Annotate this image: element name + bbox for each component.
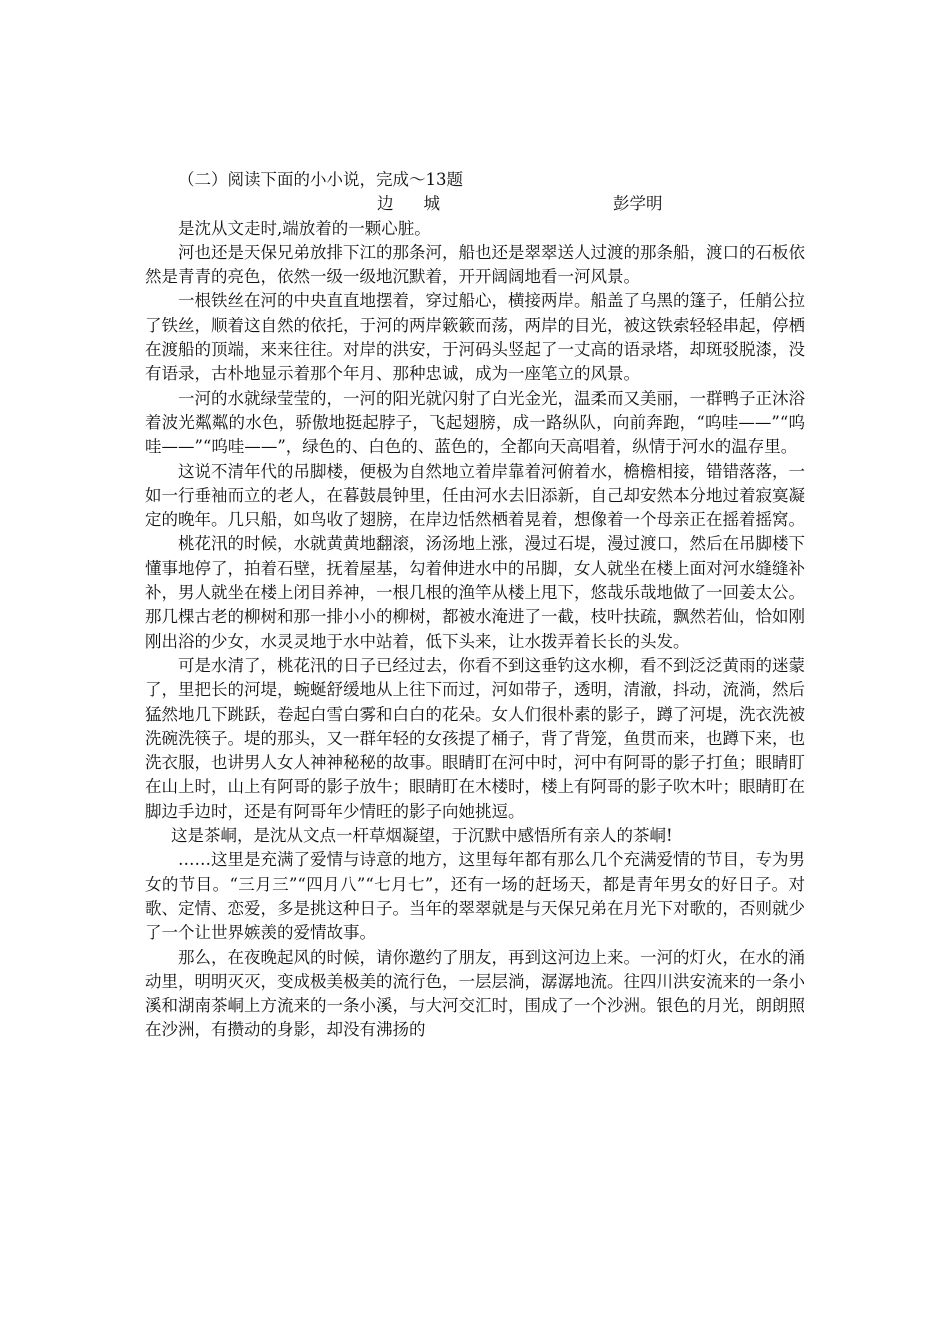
story-author: 彭学明	[613, 194, 663, 214]
paragraph-1: 是沈从文走时,端放着的一颗心脏。	[178, 218, 431, 238]
story-title: 边城	[377, 194, 470, 214]
paragraph-2: 河也还是天保兄弟放排下江的那条河，船也还是翠翠送人过渡的那条船，渡口的石板依然是青青的亮色，依然一级一级地沉默着，开开阔阔地看一河风景。	[145, 242, 805, 287]
title-line	[145, 192, 805, 216]
paragraph-8: 这是茶峒，是沈从文点一杆草烟凝望，于沉默中感悟所有亲人的茶峒!	[171, 826, 673, 846]
paragraph-7: 可是水清了，桃花汛的日子已经过去，你看不到这垂钓这水柳，看不到泛泛黄雨的迷蒙了，里把长的河堤，蜿蜒舒缓地从上往下而过，河如带子，透明，清澈，抖动，流淌，然后猛然地几下跳跃，卷起白雪白雾和白白的花朵。女人们很朴素的影子，蹲了河堤，洗衣洗被洗碗洗筷子。堤的那头，又一群年轻的女孩提了桶子，背了背笼，鱼贯而来，也蹲下来，也洗衣服，也讲男人女人神神秘秘的故事。眼睛盯在河中时，河中有阿哥的影子打鱼；眼睛盯在山上时，山上有阿哥的影子放牛；眼睛盯在木楼时，楼上有阿哥的影子吹木叶；眼睛盯在脚边手边时，还是有阿哥年少情旺的影子向她挑逗。	[145, 655, 805, 821]
paragraph-6: 桃花汛的时候，水就黄黄地翻滚，汤汤地上涨，漫过石堤，漫过渡口，然后在吊脚楼下懂事地停了，拍着石壁，抚着屋基，勾着伸进水中的吊脚，女人就坐在楼上面对河水缝缝补补，男人就坐在楼上闭目养神，一根几根的渔竿从楼上甩下，悠哉乐哉地做了一回姜太公。那几棵古老的柳树和那一排小小的柳树，都被水淹进了一截，枝叶扶疏，飘然若仙，恰如刚刚出浴的少女，水灵灵地于水中站着，低下头来，让水拨弄着长长的头发。	[145, 534, 805, 651]
paragraph-5: 这说不清年代的吊脚楼，便极为自然地立着岸靠着河俯着水，檐檐相接，错错落落，一如一行垂袖而立的老人，在暮鼓晨钟里，任由河水去旧添新，自己却安然本分地过着寂寞凝定的晚年。几只船，如鸟收了翅膀，在岸边恬然栖着晃着，想像着一个母亲正在摇着摇窝。	[145, 461, 805, 530]
paragraph-9: ……这里是充满了爱情与诗意的地方，这里每年都有那么几个充满爱情的节目，专为男女的节目。“三月三”“四月八”“七月七”，还有一场的赶场天，都是青年男女的好日子。对歌、定情、恋爱，多是挑这种日子。当年的翠翠就是与天保兄弟在月光下对歌的，否则就少了一个让世界嫉羡的爱情故事。	[145, 850, 805, 943]
document-page	[145, 168, 805, 1043]
section-heading: （二）阅读下面的小小说，完成～13题	[178, 170, 463, 189]
paragraph-10: 那么，在夜晚起风的时候，请你邀约了朋友，再到这河边上来。一河的灯火，在水的涌动里，明明灭灭，变成极美极美的流行色，一层层淌，潺潺地流。往四川洪安流来的一条小溪和湖南茶峒上方流来的一条小溪，与大河交汇时，围成了一个沙洲。银色的月光，朗朗照在沙洲，有攒动的身影，却没有沸扬的	[145, 947, 805, 1040]
paragraph-4: 一河的水就绿莹莹的，一河的阳光就闪射了白光金光，温柔而又美丽，一群鸭子正沐浴着波光粼粼的水色，骄傲地挺起脖子，飞起翅膀，成一路纵队，向前奔跑，“呜哇——”“呜哇——”“呜哇——”，绿色的、白色的、蓝色的，全都向天高唱着，纵情于河水的温存里。	[145, 388, 805, 457]
paragraph-3: 一根铁丝在河的中央直直地摆着，穿过船心，横接两岸。船盖了乌黑的篷子，任艄公拉了铁丝，顺着这自然的依托，于河的两岸簌簌而荡，两岸的目光，被这铁索轻轻串起，停栖在渡船的顶端，来来往往。对岸的洪安，于河码头竖起了一丈高的语录塔，却斑驳脱漆，没有语录，古朴地显示着那个年月、那种忠诚，成为一座笔立的风景。	[145, 291, 805, 384]
